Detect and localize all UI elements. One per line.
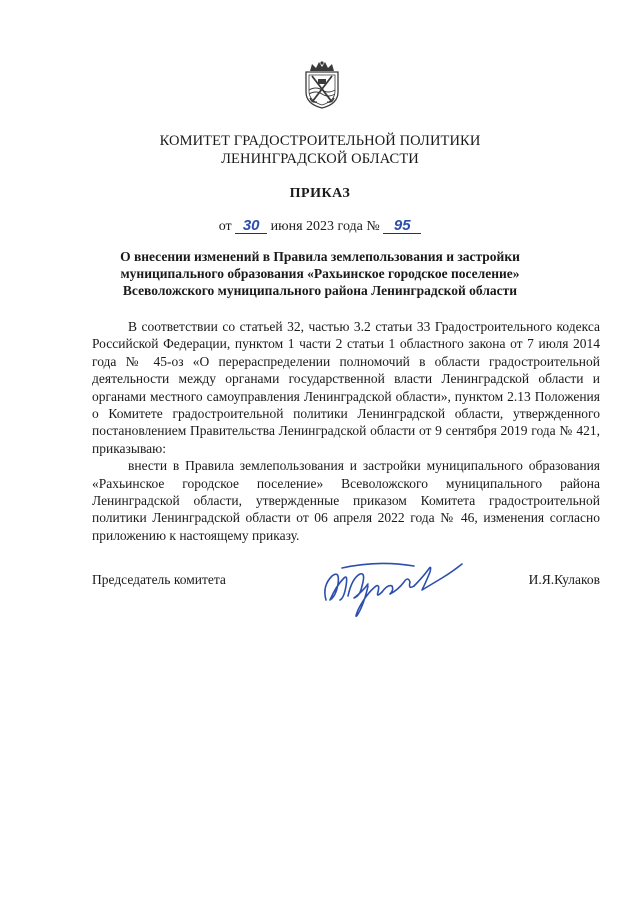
handwritten-signature-icon (318, 556, 468, 622)
date-prefix: от (218, 219, 232, 234)
committee-line-1: КОМИТЕТ ГРАДОСТРОИТЕЛЬНОЙ ПОЛИТИКИ (159, 133, 481, 149)
order-number: 95 (383, 218, 421, 234)
coat-of-arms-icon (302, 58, 342, 110)
signer-name: И.Я.Кулаков (528, 572, 600, 587)
body-paragraph-2: внести в Правила землепользования и застройки муниципального образования «Рахьинское городское поселение» Всеволожского муниципального района Ленинградской области, утвержденные приказом Комитета градостроительной политики Ленинградской области от 06 апреля 2022 года № 46, изменения согласно приложению к настоящему приказу. (92, 458, 600, 543)
order-month-year: июня 2023 года № (270, 219, 380, 234)
signer-position: Председатель комитета (92, 572, 226, 587)
order-day: 30 (235, 218, 267, 234)
title-line-3: Всеволожского муниципального района Ленинградской области (122, 283, 518, 298)
order-title (0, 248, 640, 299)
body-paragraph-1: В соответствии со статьей 32, частью 3.2 статьи 33 Градостроительного кодекса Российской Федерации, пунктом 1 части 2 статьи 1 областного закона от 7 июля 2014 года № 45-оз «О перераспределении полномочий в области градостроительной деятельности между органами государственной власти Ленинградской области и органами местного самоуправления Ленинградской области», пунктом 2.13 Положения о Комитете градостроительной политики Ленинградской области, утвержденного постановлением Правительства Ленинградской области от 9 сентября 2019 года № 421, приказываю: (92, 319, 600, 456)
committee-line-2: ЛЕНИНГРАДСКОЙ ОБЛАСТИ (221, 151, 419, 167)
document-type: ПРИКАЗ (289, 186, 351, 201)
order-body (92, 318, 600, 544)
committee-name (0, 132, 640, 168)
title-line-2: муниципального образования «Рахьинское городское поселение» (120, 266, 520, 281)
order-date-line (0, 218, 640, 235)
title-line-1: О внесении изменений в Правила землепользования и застройки (120, 249, 520, 264)
